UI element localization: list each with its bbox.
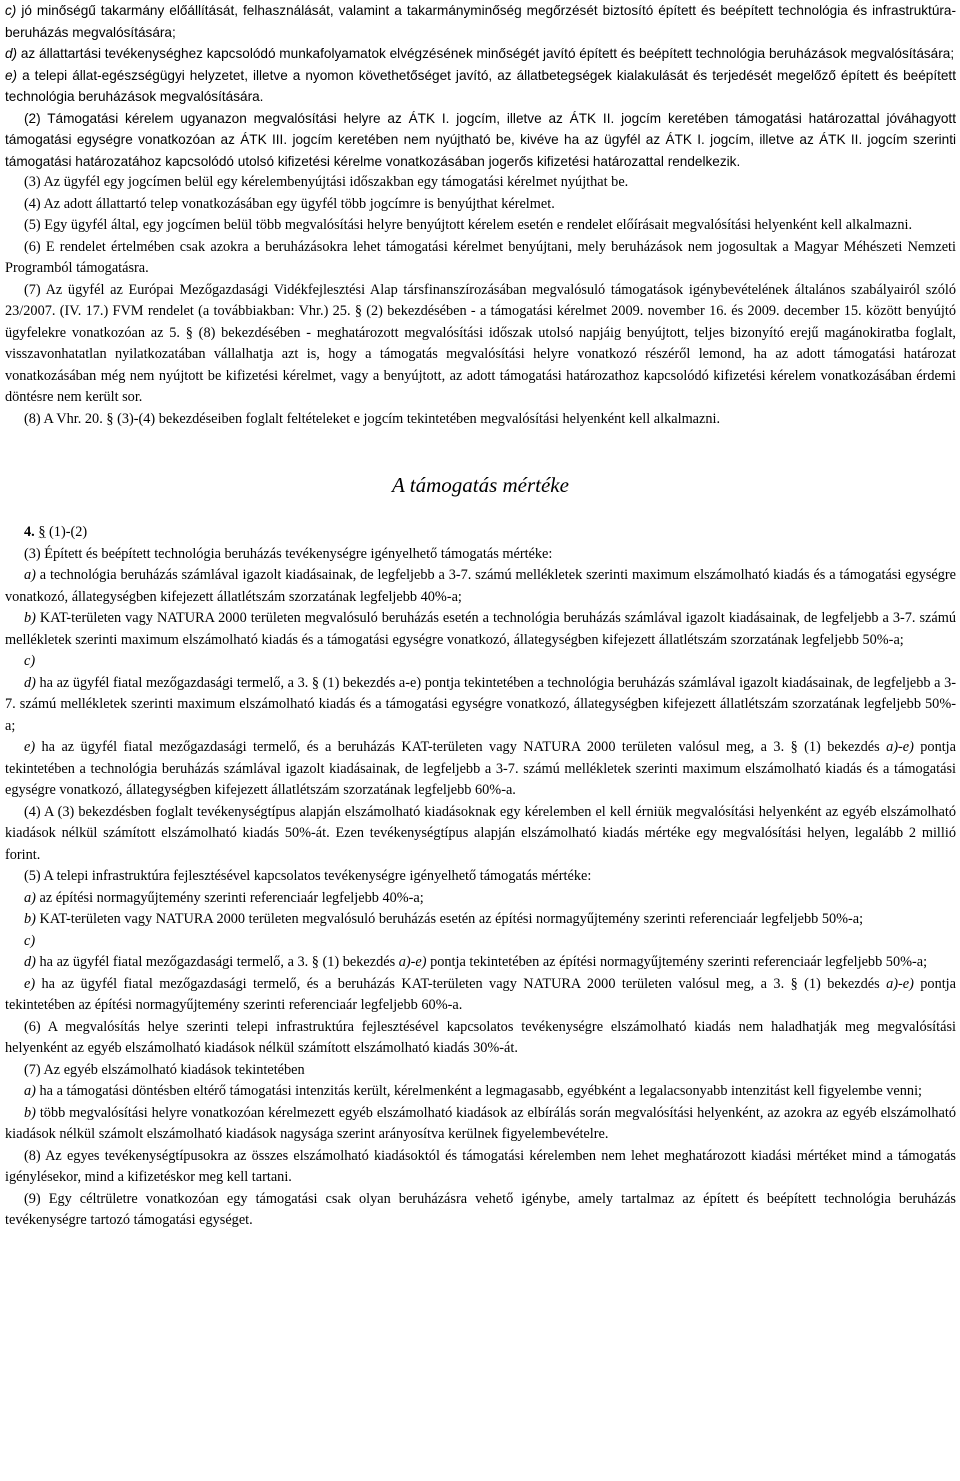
item-text: KAT-területen vagy NATURA 2000 területen megvalósuló beruházás esetén a technológia beruházás számlával igazolt kiadásainak, de legfeljebb a 3-7. számú mellékletek szerinti maximum elszámolható kiadás és a támogatási egységre vonatkozó, állategységben kifejezett állatlétszám szorzatának legfeljebb 50%-a; — [5, 610, 956, 648]
item-label: a) — [24, 889, 36, 906]
section-heading: A támogatás mértéke — [392, 473, 569, 497]
item-text: ha az ügyfél fiatal mezőgazdasági termelő, és a beruházás KAT-területen vagy NATURA 2000 területen valósul meg, a 3. § (1) bekezdés — [35, 739, 887, 755]
s4-p3-intro: (3) Épített és beépített technológia beruházás tevékenységre igényelhető támogatás mértéke: — [24, 545, 553, 562]
paragraph-5: (5) Egy ügyfél által, egy jogcímen belül több megvalósítási helyre benyújtott kérelem esetén e rendelet előírásait megvalósítási helyenként kell alkalmazni. — [24, 217, 913, 233]
item-ref: a)-e) — [886, 739, 914, 755]
item-label: d) — [24, 954, 36, 970]
item-text: KAT-területen vagy NATURA 2000 területen megvalósuló beruházás esetén az építési normagyűjtemény szerinti referenciaár legfeljebb 50%-a; — [35, 911, 864, 927]
item-label: e) — [5, 67, 18, 83]
s4-p7-b — [5, 1103, 956, 1146]
item-ref: a)-e) — [398, 954, 427, 970]
item-text: pontja tekintetében az építési normagyűjtemény szerinti referenciaár legfeljebb 60%-a. — [5, 975, 957, 1013]
item-text: ha a támogatási döntésben eltérő támogatási intenzitás került, kérelmenként a legmagasabb, egyébként a legalacsonyabb intenzitást kell figyelembe venni; — [35, 1083, 923, 1099]
paragraph-7: (7) Az ügyfél az Európai Mezőgazdasági Vidékfejlesztési Alap társfinanszírozásában megvalósuló támogatások igénybevételének általános szabályairól szóló 23/2007. (IV. 17.) FVM rendelet (a továbbiakban: Vhr.) 25. § (2) bekezdésében - a támogatási kérelmet 2009. november 16. és 2009. december 15. között benyújtó ügyfelekre vonatkozóan az 5. § (8) bekezdésében - meghatározott megvalósítási időszak utolsó napjáig benyújtott, teljes bizonyító erejű magánokiratba foglalt, visszavonhatatlan nyilatkozatában vállalhatja azt is, hogy a támogatás megvalósítási helyre vonatkozó részéről lemond, ha az adott támogatási határozat vonatkozásában még nem nyújtott be kifizetési kérelmet, vagy a benyújtott, az adott támogatási határozathoz kapcsolódó kifizetési kérelem vonatkozásában érdemi döntésre nem került sor. — [5, 281, 956, 405]
item-text: több megvalósítási helyre vonatkozóan kérelmezett egyéb elszámolható kiadások az elbírálás során megvalósítási helyenként, az azokra az egyéb elszámolható kiadások nélkül számolt elszámolható kiadások nagysága szerint arányosítva kerülnek figyelembevételre. — [5, 1104, 956, 1142]
item-text: ha az ügyfél fiatal mezőgazdasági termelő, és a beruházás KAT-területen vagy NATURA 2000 területen valósul meg, a 3. § (1) bekezdés — [35, 975, 887, 992]
item-text: jó minőségű takarmány előállítását, felhasználását, valamint a takarmányminőség megőrzését biztosító épített és beépített technológia és infrastruktúra-beruházás megvalósítására; — [5, 3, 956, 40]
item-label: c) — [24, 932, 36, 949]
item-text: ha az ügyfél fiatal mezőgazdasági termelő, a 3. § (1) bekezdés a-e) pontja tekintetében a technológia beruházás számlával igazolt kiadásainak, de legfeljebb a 3-7. számú mellékletek szerinti maximum elszámolható kiadás és a támogatási egységre vonatkozó, állategységben kifejezett állatlétszám szorzatának legfeljebb 50%-a; — [5, 674, 956, 734]
s4-p7-intro: (7) Az egyéb elszámolható kiadások tekintetében — [24, 1061, 305, 1078]
s4-p3-c — [5, 651, 956, 673]
section-range: (1)-(2) — [45, 524, 88, 540]
item-label: b) — [24, 610, 36, 626]
s4-p5-a — [5, 888, 956, 910]
paragraph-3: (3) Az ügyfél egy jogcímen belül egy kérelembenyújtási időszakban egy támogatási kérelmet nyújthat be. — [24, 174, 629, 190]
item-label: a) — [24, 1083, 36, 1099]
item-label: e) — [24, 975, 36, 992]
s4-p5-e — [5, 974, 956, 1017]
list-item-e — [5, 65, 956, 108]
paragraph-6: (6) E rendelet értelmében csak azokra a beruházásokra lehet támogatási kérelmet benyújtani, mely beruházások nem jogosultak a Magyar Méhészeti Nemzeti Programból támogatásra. — [5, 238, 956, 276]
paragraph-4: (4) Az adott állattartó telep vonatkozásában egy ügyfél több jogcímre is benyújthat kérelmet. — [24, 195, 555, 212]
item-label: a) — [24, 567, 36, 583]
item-text: ha az ügyfél fiatal mezőgazdasági termelő, a 3. § (1) bekezdés — [35, 954, 399, 970]
item-text: a telepi állat-egészségügyi helyzetet, illetve a nyomon követhetőséget javító, az állatbetegségek kialakulását és terjedését megelőző épített és beépített technológia beruházások megvalósítására. — [5, 67, 956, 104]
item-label: b) — [24, 1104, 36, 1121]
s4-p3-b — [5, 608, 956, 651]
s4-p6: (6) A megvalósítás helye szerinti telepi infrastruktúra fejlesztésével kapcsolatos tevékenységre elszámolható kiadás nem haladhatják meg megvalósítási helyenként az egyéb elszámolható kiadások nélkül számított elszámolható kiadás 30%-át. — [5, 1018, 956, 1056]
s4-p5-c — [5, 931, 956, 953]
s4-p3-e — [5, 737, 956, 802]
item-label: b) — [24, 911, 36, 927]
item-label: c) — [5, 3, 17, 18]
section-num: 4. — [24, 524, 35, 540]
section-number — [5, 522, 956, 544]
paragraph-8: (8) A Vhr. 20. § (3)-(4) bekezdéseiben foglalt feltételeket e jogcím tekintetében megvalósítási helyenként kell alkalmazni. — [24, 410, 721, 427]
s4-p5-intro: (5) A telepi infrastruktúra fejlesztésével kapcsolatos tevékenységre igényelhető támogatás mértéke: — [24, 868, 592, 884]
item-ref: a)-e) — [886, 975, 914, 992]
item-label: c) — [24, 653, 36, 669]
item-label: d) — [24, 674, 36, 691]
s4-p3-a — [5, 565, 956, 608]
s4-p4: (4) A (3) bekezdésben foglalt tevékenységtípus alapján elszámolható kiadásoknak egy kérelemben el kell érniük megvalósítási helyenként az egyéb elszámolható kiadások nélkül számított elszámolható kiadás 50%-át. Ezen tevékenységtípus alapján elszámolható kiadás mértéke egy megvalósítási helyen, legalább 2 millió forint. — [5, 803, 956, 863]
item-text: az építési normagyűjtemény szerinti referenciaár legfeljebb 40%-a; — [35, 889, 424, 906]
s4-p7-a — [5, 1081, 956, 1103]
item-text: a technológia beruházás számlával igazolt kiadásainak, de legfeljebb a 3-7. számú mellékletek szerinti maximum elszámolható kiadás és a támogatási egységre vonatkozó, állategységben kifejezett állatlétszám szorzatának legfeljebb 40%-a; — [5, 567, 956, 605]
item-label: d) — [5, 46, 18, 61]
item-text: pontja tekintetében az építési normagyűjtemény szerinti referenciaár legfeljebb 50%-a; — [426, 954, 928, 970]
item-text: pontja tekintetében a technológia beruházás számlával igazolt kiadásainak, de legfeljebb a 3-7. számú mellékletek szerinti maximum elszámolható kiadás és a támogatási egységre vonatkozó, állategységben kifejezett állatlétszám szorzatának legfeljebb 60%-a. — [5, 739, 957, 798]
list-item-c — [5, 0, 956, 43]
paragraph-2: (2) Támogatási kérelem ugyanazon megvalósítási helyre az ÁTK I. jogcím, illetve az ÁTK II. jogcím keretében támogatási határozattal jóváhagyott támogatási egységre vonatkozóan az ÁTK III. jogcím keretében nem nyújtható be, kivéve ha az ügyfél az ÁTK I. jogcím, illetve az ÁTK II. jogcím szerinti támogatási határozatához kapcsolódó utolsó kifizetési kérelme vonatkozásában jogerős kifizetési határozattal rendelkezik. — [5, 110, 956, 169]
s4-p5-d — [5, 952, 956, 974]
item-label: e) — [24, 739, 36, 755]
s4-p9: (9) Egy céltrületre vonatkozóan egy támogatási csak olyan beruházásra vehető igénybe, amely tartalmaz az épített és beépített technológia beruházás tevékenységre tartozó támogatási egységet. — [5, 1190, 956, 1228]
list-item-d — [5, 43, 956, 65]
item-text: az állattartási tevékenységhez kapcsolódó munkafolyamatok elvégzésének minőségét javító épített és beépített technológia beruházások megvalósítására; — [17, 46, 955, 61]
paragraph-sign: § — [38, 524, 46, 540]
s4-p5-b — [5, 909, 956, 931]
s4-p3-d — [5, 673, 956, 738]
s4-p8: (8) Az egyes tevékenységtípusokra az összes elszámolható kiadásoktól és támogatási kérelemben nem lehet meghatározott kiadási mértéket mind a támogatás igénylésekor, mind a kifizetéskor meg kell tartani. — [5, 1147, 956, 1185]
